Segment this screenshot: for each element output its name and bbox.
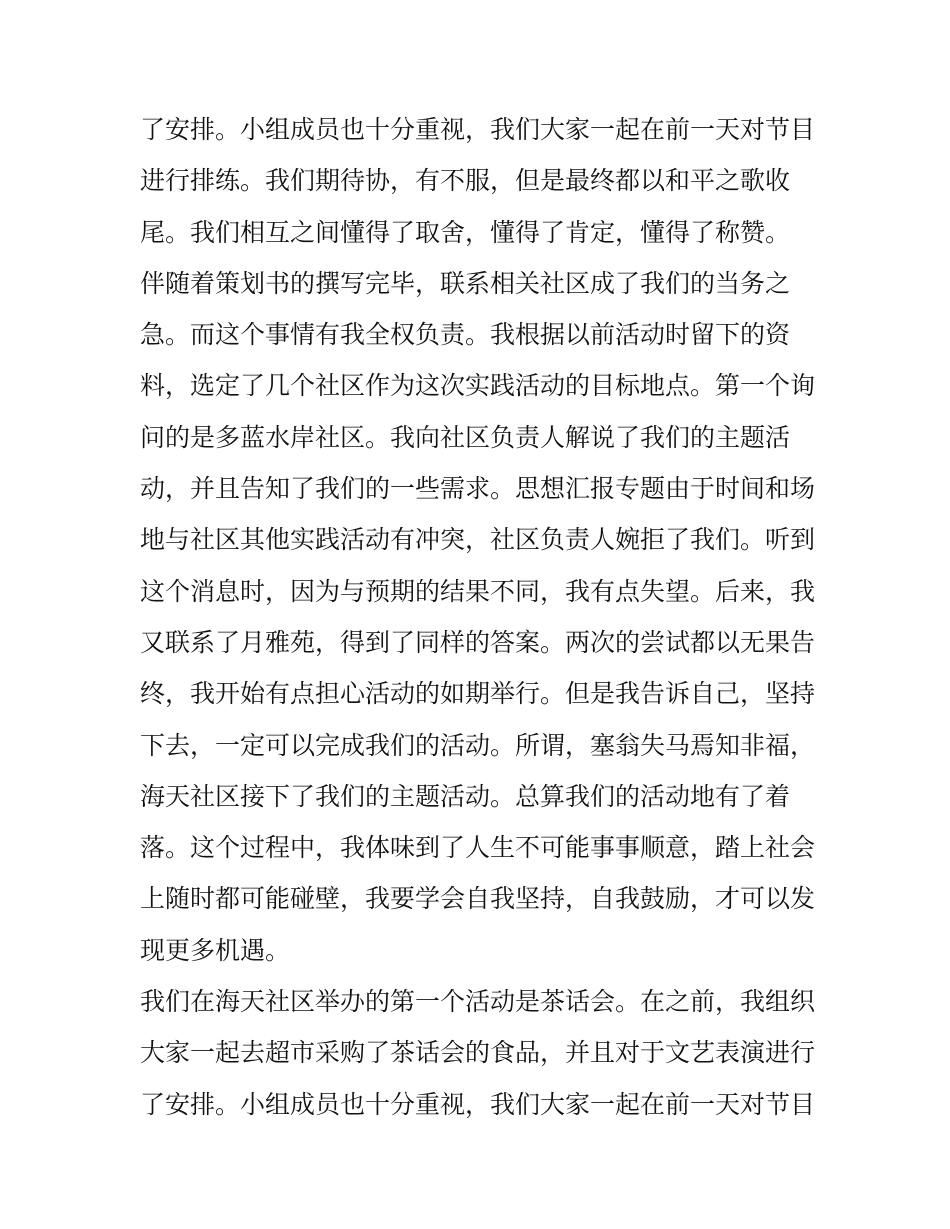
text-line: 问的是多蓝水岸社区。我向社区负责人解说了我们的主题活 [140,422,791,452]
text-line: 又联系了月雅苑，得到了同样的答案。两次的尝试都以无果告 [140,627,816,657]
text-line: 伴随着策划书的撰写完毕，联系相关社区成了我们的当务之 [140,268,791,298]
text-line: 料，选定了几个社区作为这次实践活动的目标地点。第一个询 [140,371,816,401]
text-line: 现更多机遇。 [140,935,291,965]
text-line: 海天社区接下了我们的主题活动。总算我们的活动地有了着 [140,781,791,811]
text-line: 地与社区其他实践活动有冲突，社区负责人婉拒了我们。听到 [140,525,816,555]
text-line: 尾。我们相互之间懂得了取舍，懂得了肯定，懂得了称赞。 [140,217,791,247]
text-line: 终，我开始有点担心活动的如期举行。但是我告诉自己，坚持 [140,679,816,709]
text-line: 上随时都可能碰壁，我要学会自我坚持，自我鼓励，才可以发 [140,884,816,914]
text-line: 落。这个过程中，我体味到了人生不可能事事顺意，踏上社会 [140,833,816,863]
text-line: 急。而这个事情有我全权负责。我根据以前活动时留下的资 [140,320,791,350]
text-line: 了安排。小组成员也十分重视，我们大家一起在前一天对节目 [140,1089,816,1119]
text-line: 这个消息时，因为与预期的结果不同，我有点失望。后来，我 [140,576,816,606]
text-line: 大家一起去超市采购了茶话会的食品，并且对于文艺表演进行 [140,1038,816,1068]
text-line: 了安排。小组成员也十分重视，我们大家一起在前一天对节目 [140,115,816,144]
text-line: 下去，一定可以完成我们的活动。所谓，塞翁失马焉知非福， [140,730,816,760]
document-body [140,104,820,1130]
text-line: 我们在海天社区举办的第一个活动是茶话会。在之前，我组织 [140,987,816,1017]
text-line: 进行排练。我们期待协，有不服，但是最终都以和平之歌收 [140,166,791,196]
text-line: 动，并且告知了我们的一些需求。思想汇报专题由于时间和场 [140,474,816,504]
